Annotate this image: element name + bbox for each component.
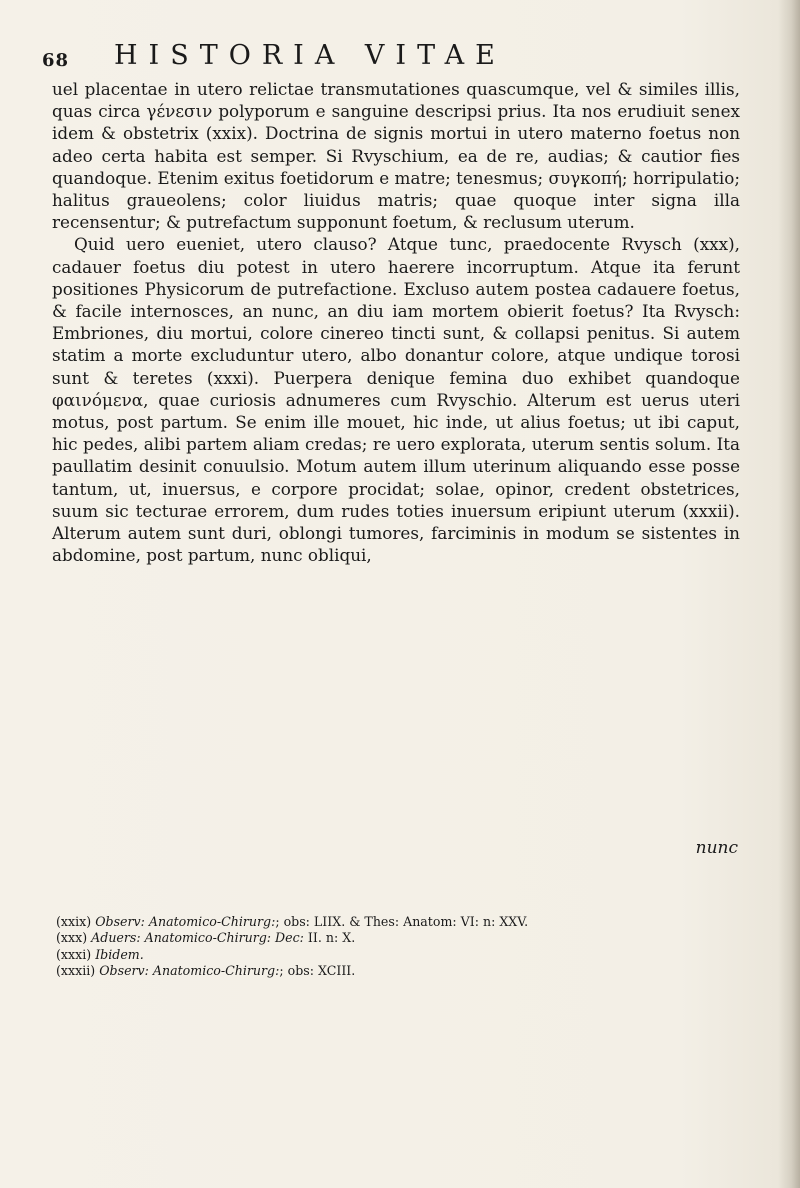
footnote: (xxix) Observ: Anatomico-Chirurg:; obs: LIIX. & Thes: Anatom: VI: n: XXV. [56,914,529,929]
main-text [52,78,740,566]
footnotes [56,914,746,980]
footnote: (xxxii) Observ: Anatomico-Chirurg:; obs: XCIII. [56,963,356,979]
footnote: (xxx) Aduers: Anatomico-Chirurg: Dec: II. n: X. [56,930,356,946]
catchword: nunc [695,838,738,858]
paragraph: uel placentae in utero relictae transmutationes quascumque, vel & similes illis, quas circa γένεσιν polyporum e sanguine descripsi prius. Ita nos erudiuit senex idem & obstetrix (xxix). Doctrina de signis mortui in utero materno foetus non adeo certa habita est semper. Si Rvyschium, ea de re, audias; & cautior fies quandoque. Etenim exitus foetidorum e matre; tenesmus; συγκοπή; horripulatio; halitus graueolens; color liuidus matris; quae quoque inter signa illa recensentur; & putrefactum supponunt foetum, & reclusum uterum. [52,79,740,233]
page-edge-shadow [778,0,800,1188]
running-head: HISTORIA VITAE [114,40,506,71]
page-header [42,36,742,76]
page-number: 68 [42,50,70,71]
paragraph: Quid uero eueniet, utero clauso? Atque tunc, praedocente Rvysch (xxx), cadauer foetus diu potest in utero haerere incorruptum. Atque ita ferunt positiones Physicorum de putrefactione. Excluso autem postea cadauere foetus, & facile internosces, an nunc, an diu iam mortem obierit foetus? Ita Rvysch: Embriones, diu mortui, colore cinereo tincti sunt, & collapsi penitus. Si autem statim a morte excluduntur utero, albo donantur colore, atque undique torosi sunt & teretes (xxxi). Puerpera denique femina duo exhibet quandoque φαινόμενα, quae curiosis adnumeres cum Rvyschio. Alterum est uerus uteri motus, post partum. Se enim ille mouet, hic inde, ut alius foetus; ut ibi caput, hic pedes, alibi partem aliam credas; re uero explorata, uterum sentis solum. Ita paullatim desinit conuulsio. Motum autem illum uterinum aliquando esse posse tantum, ut, inuersus, e corpore procidat; solae, opinor, credent obstetrices, suum sic tecturae errorem, dum rudes toties inuersum eripiunt uterum (xxxii). Alterum autem sunt duri, oblongi tumores, farciminis in modum se sistentes in abdomine, post partum, nunc obliqui, [52,234,740,566]
footnote: (xxxi) Ibidem. [56,946,144,962]
